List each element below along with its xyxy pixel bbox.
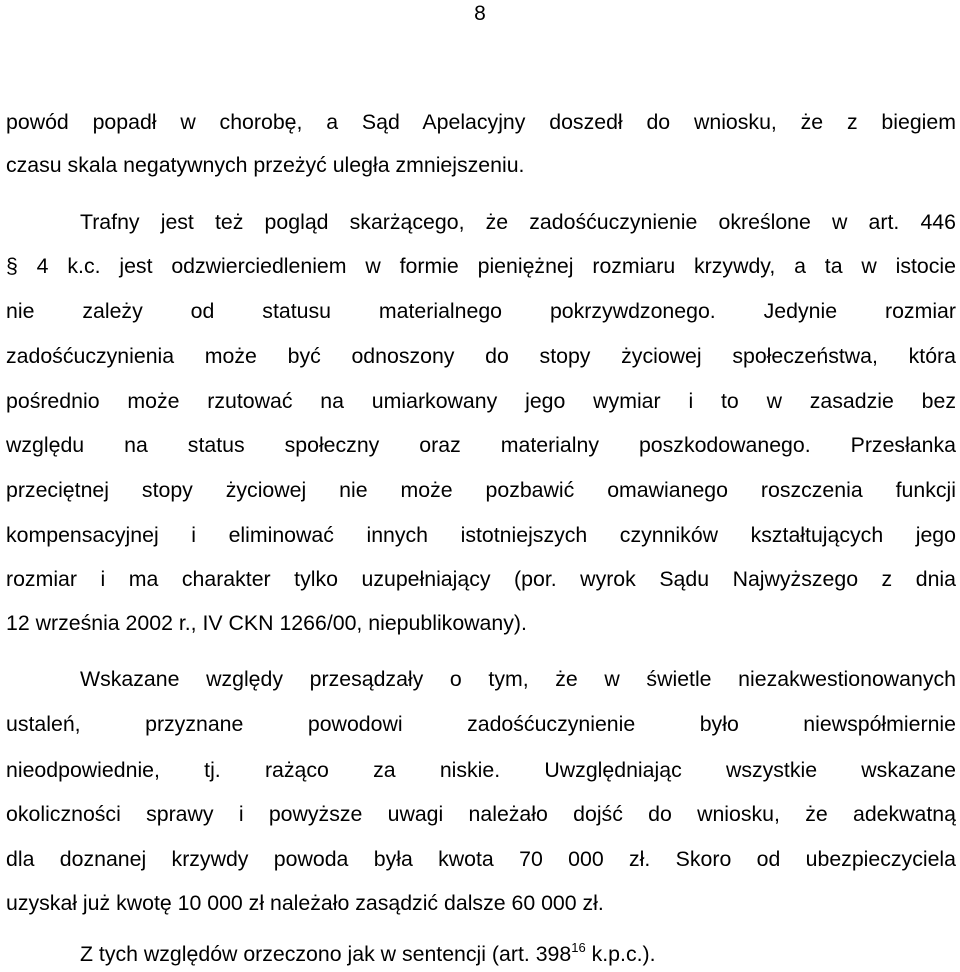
final-text-end: k.p.c.).	[585, 942, 656, 966]
text-line-1: powód popadł w chorobę, a Sąd Apelacyjny doszedł do wniosku, że z biegiem	[6, 110, 956, 134]
text-line-7: pośrednio może rzutować na umiarkowany jego wymiar i to w zasadzie bez	[6, 389, 956, 413]
text-line-3: Trafny jest też pogląd skarżącego, że zadośćuczynienie określone w art. 446	[80, 210, 956, 234]
text-line-11: rozmiar i ma charakter tylko uzupełniający (por. wyrok Sądu Najwyższego z dnia	[6, 567, 956, 591]
text-line-18: uzyskał już kwotę 10 000 zł należało zasądzić dalsze 60 000 zł.	[6, 891, 604, 915]
page-number: 8	[474, 2, 486, 25]
text-line-17: dla doznanej krzywdy powoda była kwota 70 000 zł. Skoro od ubezpieczyciela	[6, 847, 956, 871]
text-line-13: Wskazane względy przesądzały o tym, że w świetle niezakwestionowanych	[80, 667, 956, 691]
final-line	[80, 940, 956, 968]
text-line-6: zadośćuczynienia może być odnoszony do stopy życiowej społeczeństwa, która	[6, 344, 956, 368]
text-line-15: nieodpowiednie, tj. rażąco za niskie. Uwzględniając wszystkie wskazane	[6, 758, 956, 782]
text-line-9: przeciętnej stopy życiowej nie może pozbawić omawianego roszczenia funkcji	[6, 478, 956, 502]
final-text: Z tych względów orzeczono jak w sentencji (art. 398	[80, 942, 572, 966]
text-line-5: nie zależy od statusu materialnego pokrzywdzonego. Jedynie rozmiar	[6, 299, 956, 323]
text-line-8: względu na status społeczny oraz materialny poszkodowanego. Przesłanka	[6, 433, 956, 457]
text-line-16: okoliczności sprawy i powyższe uwagi należało dojść do wniosku, że adekwatną	[6, 802, 956, 826]
text-line-4: § 4 k.c. jest odzwierciedleniem w formie pieniężnej rozmiaru krzywdy, a ta w istocie	[6, 254, 956, 278]
text-line-12: 12 września 2002 r., IV CKN 1266/00, niepublikowany).	[6, 611, 527, 635]
text-line-2: czasu skala negatywnych przeżyć uległa zmniejszeniu.	[6, 153, 525, 177]
text-line-10: kompensacyjnej i eliminować innych istotniejszych czynników kształtujących jego	[6, 523, 956, 547]
article-superscript: 16	[571, 940, 586, 955]
text-line-14: ustaleń, przyznane powodowi zadośćuczynienie było niewspółmiernie	[6, 712, 956, 736]
